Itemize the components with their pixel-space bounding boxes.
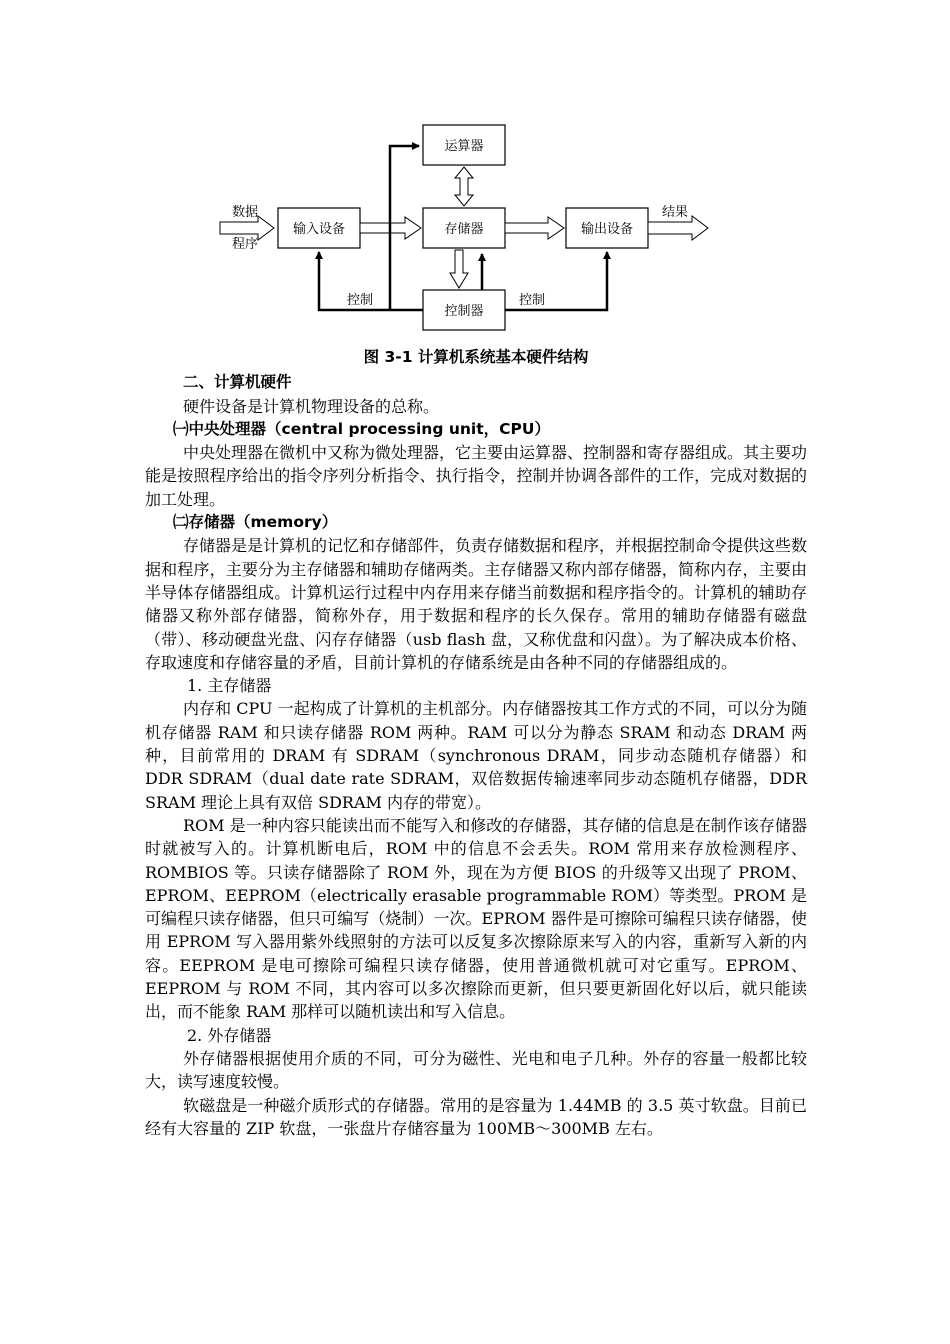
rom-paragraph: ROM 是一种内容只能读出而不能写入和修改的存储器，其存储的信息是在制作该存储器时就被写入的。计算机断电后，ROM 中的信息不会丢失。ROM 常用来存放检测程序、ROMBIOS 等。只读存储器除了 ROM 外，现在为方便 BIOS 的升级等又出现了 PROM、EPROM、EEPROM（electrically erasable programmable ROM）等类型。PROM 是可编程只读存储器，但只可编写（烧制）一次。EPROM 器件是可擦除可编程只读存储器，使用 EPROM 写入器用紫外线照射的方法可以反复多次擦除原来写入的内容，重新写入新的内容。EEPROM 是电可擦除可编程只读存储器，使用普通微机就可对它重写。EPROM、EEPROM 与 ROM 不同，其内容可以多次擦除而更新，但只要更新固化好以后，就只能读出，而不能象 RAM 那样可以随机读出和写入信息。 <box>145 815 807 1022</box>
document-body <box>145 346 807 1140</box>
output-device-label: 输出设备 <box>580 222 634 237</box>
control-right-label: 控制 <box>519 293 546 308</box>
ext-memory-heading: 2. 外存储器 <box>187 1025 272 1045</box>
cpu-heading: ㈠中央处理器（central processing unit，CPU） <box>173 419 550 438</box>
input-device-box <box>278 208 360 248</box>
hardware-structure-diagram <box>210 118 730 338</box>
hardware-heading: 二、计算机硬件 <box>183 373 292 392</box>
hardware-intro: 硬件设备是计算机物理设备的总称。 <box>183 396 440 416</box>
ext-memory-paragraph: 外存储器根据使用介质的不同，可分为磁性、光电和电子几种。外存的容量一般都比较大，读写速度较慢。 <box>145 1048 807 1092</box>
controller-box <box>423 290 505 330</box>
memory-to-controller-arrow <box>450 250 468 288</box>
memory-label: 存储器 <box>444 222 484 237</box>
program-label: 程序 <box>232 237 259 252</box>
memory-heading: ㈡存储器（memory） <box>173 513 338 532</box>
cpu-paragraph: 中央处理器在微机中又称为微处理器，它主要由运算器、控制器和寄存器组成。其主要功能是按照程序给出的指令序列分析指令、执行指令，控制并协调各部件的工作，完成对数据的加工处理。 <box>145 443 808 509</box>
control-left-label: 控制 <box>347 293 374 308</box>
alu-box <box>423 125 505 165</box>
data-label: 数据 <box>232 205 259 220</box>
controller-label: 控制器 <box>444 304 484 319</box>
alu-label: 运算器 <box>444 139 484 154</box>
memory-box <box>423 208 505 248</box>
floppy-paragraph: 软磁盘是一种磁介质形式的存储器。常用的是容量为 1.44MB 的 3.5 英寸软盘。目前已经有大容量的 ZIP 软盘，一张盘片存储容量为 100MB～300MB 左右。 <box>145 1095 807 1138</box>
main-memory-heading: 1. 主存储器 <box>187 676 272 696</box>
alu-memory-double-arrow <box>455 167 473 206</box>
memory-to-output-arrow <box>505 217 564 239</box>
output-device-box <box>566 208 648 248</box>
result-label: 结果 <box>662 205 689 220</box>
memory-paragraph: 存储器是是计算机的记忆和存储部件，负责存储数据和程序，并根据控制命令提供这些数据和程序，主要分为主存储器和辅助存储两类。主存储器又称内部存储器，简称内存，主要由半导体存储器组成。计算机运行过程中内存用来存储当前数据和程序指令的。计算机的辅助存储器又称外部存储器，简称外存，用于数据和程序的长久保存。常用的辅助存储器有磁盘（带）、移动硬盘光盘、闪存存储器（usb flash 盘，又称优盘和闪盘）。为了解决成本价格、存取速度和存储容量的矛盾，目前计算机的存储系统是由各种不同的存储器组成的。 <box>145 536 808 672</box>
input-device-label: 输入设备 <box>292 222 346 237</box>
main-memory-paragraph: 内存和 CPU 一起构成了计算机的主机部分。内存储器按其工作方式的不同，可以分为随机存储器 RAM 和只读存储器 ROM 两种。RAM 可以分为静态 SRAM 和动态 DRAM 两种，目前常用的 DRAM 有 SDRAM（synchronous DRAM，同步动态随机存储器）和 DDR SDRAM（dual date rate SDRAM，双倍数据传输速率同步动态随机存储器，DDR SRAM 理论上具有双倍 SDRAM 内存的带宽）。 <box>145 699 807 812</box>
figure-caption: 图 3-1 计算机系统基本硬件结构 <box>363 348 589 366</box>
